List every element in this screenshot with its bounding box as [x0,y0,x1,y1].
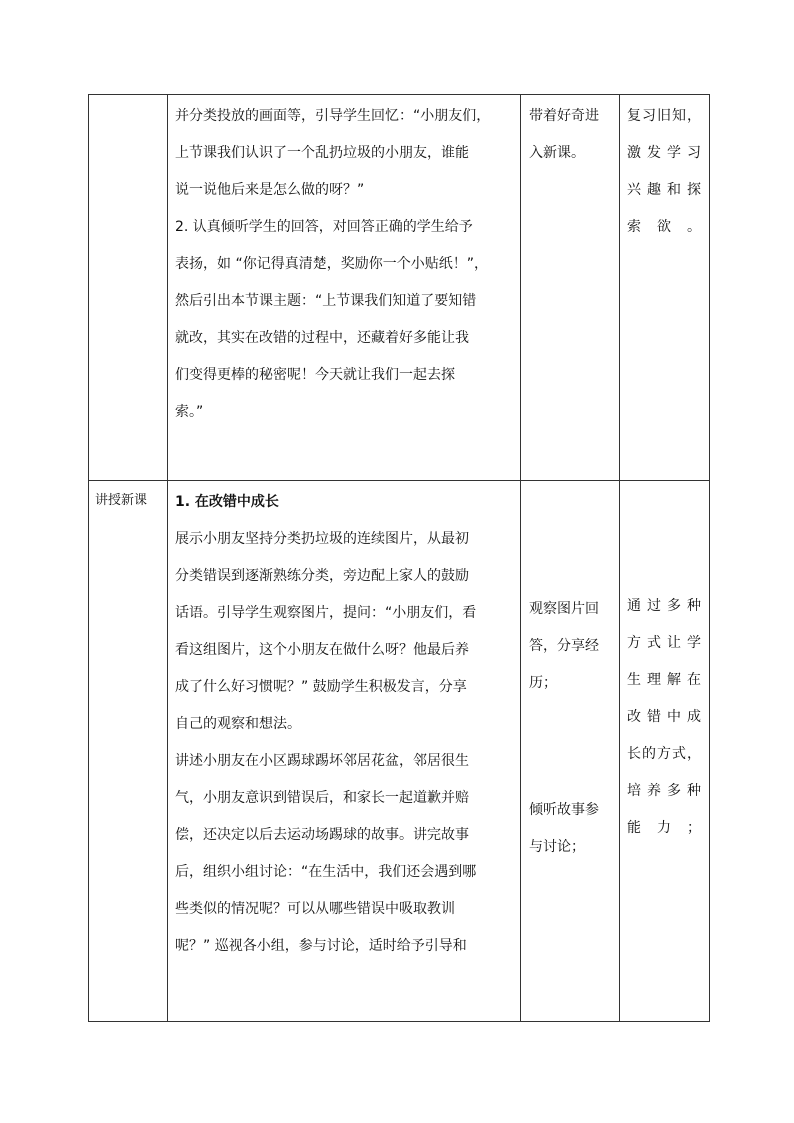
text-line: 说一说他后来是怎么做的呀？” [175,182,365,198]
design-intent-text [620,95,709,246]
text-line: 观察图片回 [529,601,599,617]
student-activity-cell [521,95,620,481]
text-line: 历； [529,675,557,691]
design-intent-cell [620,481,710,1022]
text-line: 入新课。 [529,145,585,161]
text-line: 答，分享经 [529,638,599,654]
text-line: 成了什么好习惯呢？” 鼓励学生积极发言，分享 [175,679,467,695]
stage-label [89,95,167,103]
text-line: 后，组织小组讨论：“在生活中，我们还会遇到哪 [175,864,477,880]
text-line: 然后引出本节课主题：“上节课我们知道了要知错 [175,293,477,309]
student-activity-text [521,702,619,866]
text-line: 讲述小朋友在小区踢球踢坏邻居花盆，邻居很生 [175,753,469,769]
text-line: 带着好奇进 [529,108,599,124]
text-line: 们变得更棒的秘密呢！今天就让我们一起去探 [175,367,455,383]
text-line: 通过多种 [627,598,701,614]
text-line: 气，小朋友意识到错误后，和家长一起道歉并赔 [175,790,469,806]
text-line: 方式让学 [627,635,701,651]
text-line: 并分类投放的画面等，引导学生回忆：“小朋友们， [175,108,491,124]
text-line: 表扬，如 “你记得真清楚，奖励你一个小贴纸！”， [175,256,488,272]
text-line: 能力； [627,820,701,836]
text-line: 复习旧知， [627,108,701,124]
stage-label: 讲授新课 [95,493,148,508]
teacher-activity-text [168,95,520,431]
teacher-activity-cell [168,481,521,1022]
text-line: 些类似的情况呢？可以从哪些错误中吸取教训 [175,901,455,917]
design-intent-cell [620,95,710,481]
text-line: 看这组图片，这个小朋友在做什么呀？他最后养 [175,642,469,658]
text-line: 培养多种 [627,783,701,799]
text-line: 2. 认真倾听学生的回答，对回答正确的学生给予 [175,219,473,235]
table-row [89,481,710,1022]
text-line: 激发学习 [627,145,701,161]
text-line: 呢？” 巡视各小组，参与讨论，适时给予引导和 [175,938,467,954]
text-line: 兴趣和探 [627,182,701,198]
student-activity-cell [521,481,620,1022]
text-line: 自己的观察和想法。 [175,716,301,732]
lesson-plan-table [88,94,710,1022]
text-line: 分类错误到逐渐熟练分类，旁边配上家人的鼓励 [175,568,469,584]
student-activity-text [521,95,619,172]
text-line: 上节课我们认识了一个乱扔垃圾的小朋友，谁能 [175,145,469,161]
section-heading: 1. 在改错中成长 [175,494,279,510]
text-line: 就改，其实在改错的过程中，还藏着好多能让我 [175,330,469,346]
text-line: 与讨论； [529,839,585,855]
teacher-activity-text [168,481,520,965]
design-intent-text [620,481,709,847]
text-line: 偿，还决定以后去运动场踢球的故事。讲完故事 [175,827,469,843]
table-row [89,95,710,481]
stage-cell [89,95,168,481]
text-line: 倾听故事参 [529,802,599,818]
student-activity-text [521,481,619,702]
text-line: 生理解在 [627,672,701,688]
text-line: 长的方式， [627,746,701,762]
text-line: 改错中成 [627,709,701,725]
text-line: 话语。引导学生观察图片，提问：“小朋友们，看 [175,605,477,621]
text-line: 展示小朋友坚持分类扔垃圾的连续图片，从最初 [175,531,469,547]
text-line: 索欲。 [627,219,701,235]
text-line: 索。” [175,404,204,420]
stage-cell [89,481,168,1022]
teacher-activity-cell [168,95,521,481]
